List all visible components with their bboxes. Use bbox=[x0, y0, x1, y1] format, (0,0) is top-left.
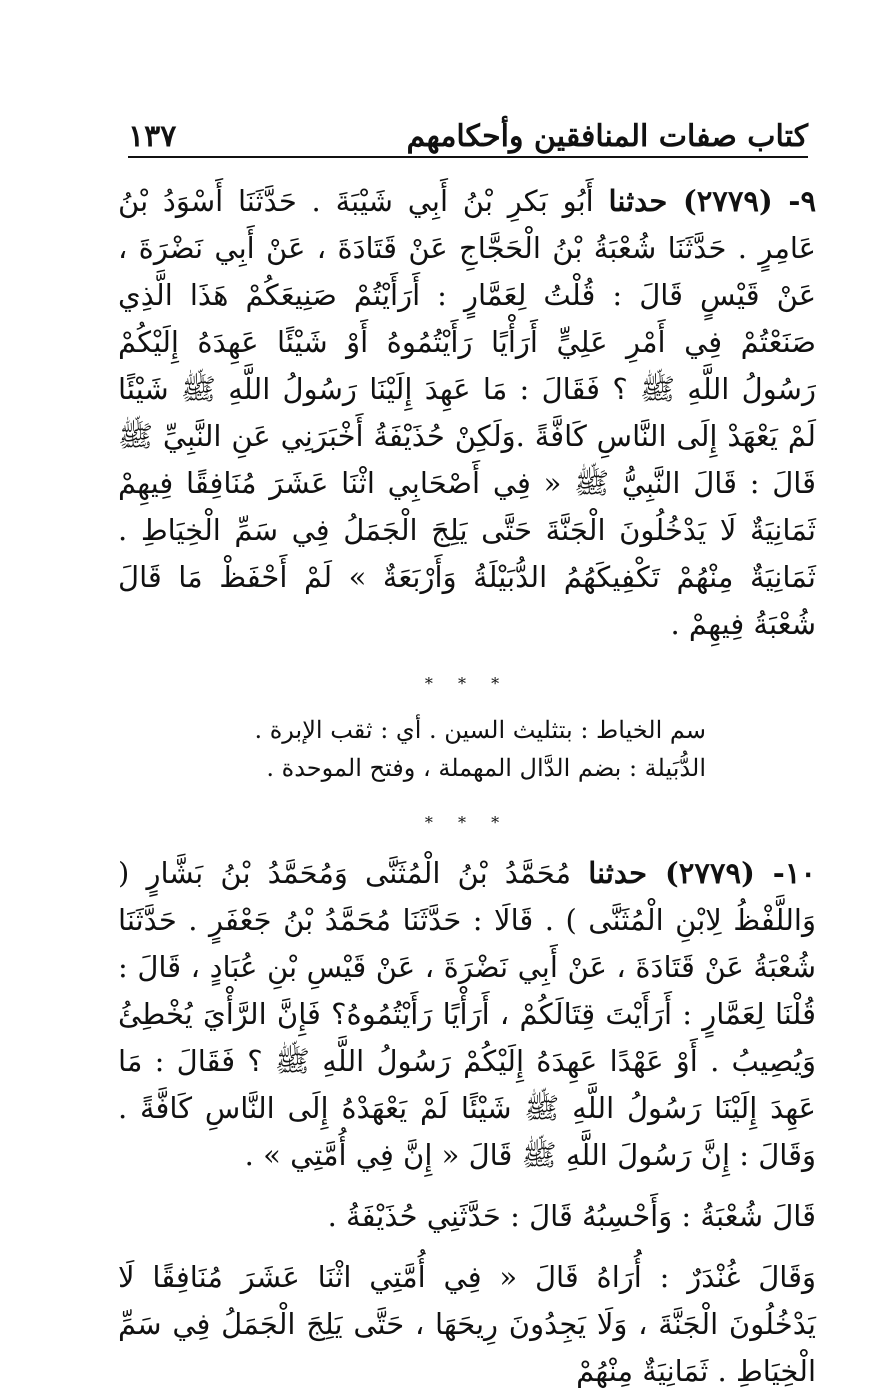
hadith-9-text: أَبُو بَكرِ بْنُ أَبِي شَيْبَةَ . حَدَّثَنَا أَسْوَدُ بْنُ عَامِرٍ . حَدَّثَنَا شُعْبَةُ بْنُ الْحَجَّاجِ عَنْ قَتَادَةَ ، عَنْ أَبِي نَضْرَةَ ، عَنْ قَيْسٍ قَالَ : قُلْتُ لِعَمَّارٍ : أَرَأَيْتُمْ صَنِيعَكُمْ هَذَا الَّذِي صَنَعْتُمْ فِي أَمْرِ عَلِيٍّ أَرَأْيًا رَأَيْتُمُوهُ أَوْ شَيْئًا عَهِدَهُ إِلَيْكُمْ رَسُولُ اللَّهِ ﷺ ؟ فَقَالَ : مَا عَهِدَ إِلَيْنَا رَسُولُ اللَّهِ ﷺ شَيْئًا لَمْ يَعْهَدْ إِلَى النَّاسِ كَافَّةً .وَلَكِنْ حُذَيْفَةُ أَخْبَرَنِي عَنِ النَّبِيِّ ﷺ قَالَ : قَالَ النَّبِيُّ ﷺ « فِي أَصْحَابِي اثْنَا عَشَرَ مُنَافِقًا فِيهِمْ ثَمَانِيَةٌ لَا يَدْخُلُونَ الْجَنَّةَ حَتَّى يَلِجَ الْجَمَلُ فِي سَمِّ الْخِيَاطِ . ثَمَانِيَةٌ مِنْهُمْ تَكْفِيكَهُمُ الدُّبَيْلَةُ وَأَرْبَعَةٌ » لَمْ أَحْفَظْ مَا قَالَ شُعْبَةُ فِيهِمْ . bbox=[118, 184, 816, 641]
book-chapter-title: كتاب صفات المنافقين وأحكامهم bbox=[406, 119, 808, 154]
hadith-9 bbox=[118, 178, 816, 648]
hadith-10-line-3: وَقَالَ غُنْدَرٌ : أُرَاهُ قَالَ « فِي أُمَّتِي اثْنَا عَشَرَ مُنَافِقًا لَا يَدْخُلُونَ الْجَنَّةَ ، وَلَا يَجِدُونَ رِيحَهَا ، حَتَّى يَلِجَ الْجَمَلُ فِي سَمِّ الْخِيَاطِ . ثَمَانِيَةٌ مِنْهُمْ bbox=[118, 1260, 816, 1388]
spacer bbox=[118, 1179, 816, 1193]
section-separator: * * * bbox=[424, 813, 510, 832]
hadith-10-number: ١٠- (٢٧٧٩) حدثنا bbox=[588, 856, 816, 890]
section-separator: * * * bbox=[424, 674, 510, 693]
page-body bbox=[118, 178, 816, 1395]
hadith-10-line-2: قَالَ شُعْبَةُ : وَأَحْسِبُهُ قَالَ : حَدَّثَنِي حُذَيْفَةُ . bbox=[327, 1199, 816, 1233]
note-line: الدُّبَيلة : بضم الدَّال المهملة ، وفتح الموحدة . bbox=[266, 754, 706, 782]
hadith-10-text: مُحَمَّدُ بْنُ الْمُثَنَّى وَمُحَمَّدُ بْنُ بَشَّارٍ ( وَاللَّفْظُ لِابْنِ الْمُثَنَّى ) . قَالَا : حَدَّثَنَا مُحَمَّدُ بْنُ جَعْفَرٍ . حَدَّثَنَا شُعْبَةُ عَنْ قَتَادَةَ ، عَنْ أَبِي نَضْرَةَ ، عَنْ قَيْسِ بْنِ عُبَادٍ ، قَالَ : قُلْنَا لِعَمَّارٍ : أَرَأَيْتَ قِتَالَكُمْ ، أَرَأْيًا رَأَيْتُمُوهُ؟ فَإِنَّ الرَّأْيَ يُخْطِئُ وَيُصِيبُ . أَوْ عَهْدًا عَهِدَهُ إِلَيْكُمْ رَسُولُ اللَّهِ ﷺ ؟ فَقَالَ : مَا عَهِدَ إِلَيْنَا رَسُولُ اللَّهِ ﷺ شَيْئًا لَمْ يَعْهَدْهُ إِلَى النَّاسِ كَافَّةً . وَقَالَ : إِنَّ رَسُولَ اللَّهِ ﷺ قَالَ « إِنَّ فِي أُمَّتِي » . bbox=[118, 856, 816, 1172]
spacer bbox=[118, 1240, 816, 1254]
note-line: سم الخياط : بتثليث السين . أي : ثقب الإبرة . bbox=[254, 716, 706, 744]
running-header bbox=[128, 106, 808, 158]
hadith-9-number: ٩- (٢٧٧٩) حدثنا bbox=[608, 184, 817, 218]
hadith-10 bbox=[118, 850, 816, 1179]
page-number: ١٣٧ bbox=[128, 119, 177, 154]
glossary-notes bbox=[118, 711, 816, 787]
